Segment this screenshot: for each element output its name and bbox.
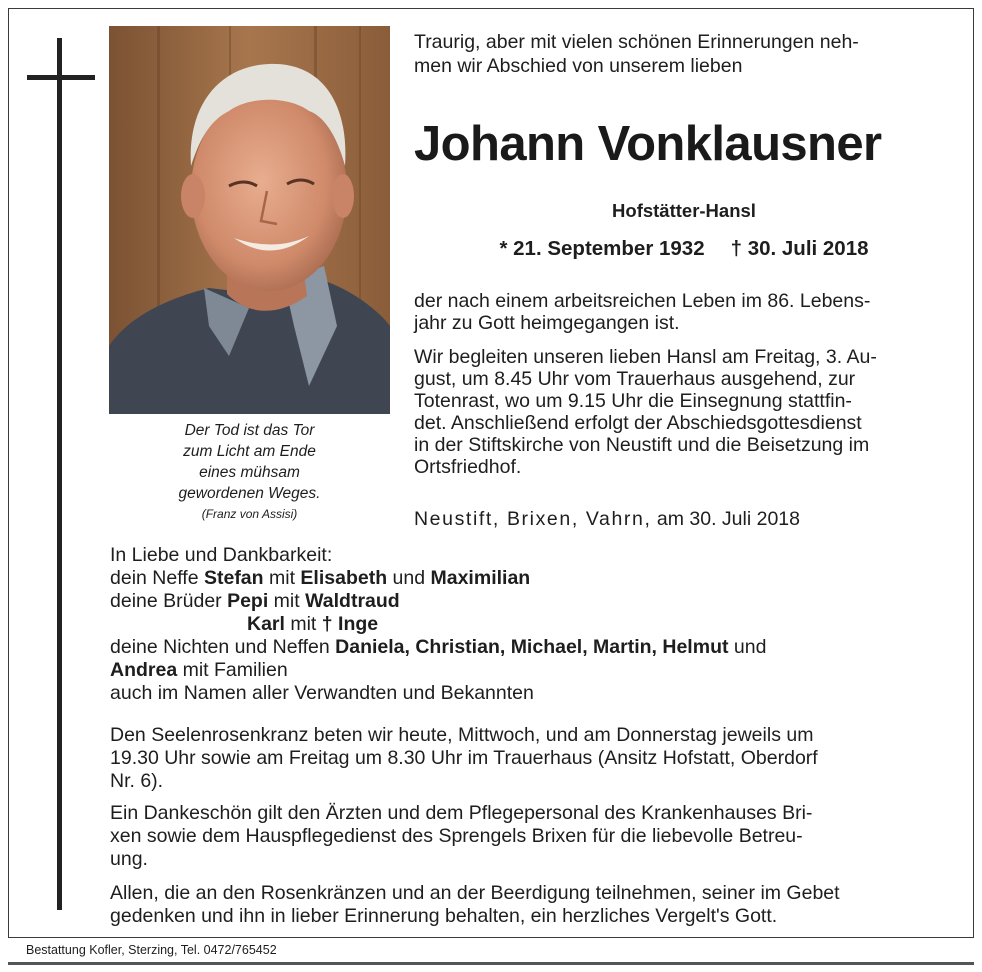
rosary-line: Nr. 6). bbox=[110, 770, 164, 792]
person-name: Elisabeth bbox=[300, 567, 388, 589]
intro-line: men wir Abschied von unserem lieben bbox=[414, 55, 743, 77]
intro-text bbox=[414, 30, 949, 78]
text: mit bbox=[268, 590, 306, 612]
intro-line: Traurig, aber mit vielen schönen Erinnerungen neh- bbox=[414, 31, 859, 53]
mourners-line bbox=[110, 590, 950, 613]
funeral-home-footer: Bestattung Kofler, Sterzing, Tel. 0472/765452 bbox=[26, 943, 277, 957]
cross-icon-horizontal bbox=[27, 75, 95, 80]
person-name: Stefan bbox=[203, 567, 264, 589]
deceased-name: Johann Vonklausner bbox=[414, 117, 882, 171]
passing-text bbox=[414, 290, 949, 334]
text: dein Neffe bbox=[110, 567, 204, 589]
person-name: Pepi bbox=[227, 590, 269, 612]
nickname: Hofstätter-Hansl bbox=[612, 200, 756, 221]
text: mit bbox=[263, 567, 301, 589]
person-name: Karl bbox=[247, 613, 285, 635]
closing-line: gedenken und ihn in lieber Erinnerung behalten, ein herzliches Vergelt's Gott. bbox=[110, 905, 778, 927]
mourners-block bbox=[110, 544, 950, 705]
funeral-line: in der Stiftskirche von Neustift und die Beisetzung im bbox=[414, 434, 870, 456]
mourners-line bbox=[110, 613, 950, 636]
thanks-line: ung. bbox=[110, 848, 148, 870]
notice-date: am 30. Juli 2018 bbox=[656, 508, 800, 530]
passing-line: der nach einem arbeitsreichen Leben im 86. Lebens- bbox=[414, 290, 871, 312]
mourners-line bbox=[110, 636, 950, 659]
person-name: Waldtraud bbox=[305, 590, 400, 612]
text: deine Nichten und Neffen bbox=[110, 636, 336, 658]
cross-icon-vertical bbox=[57, 38, 62, 910]
mourners-line bbox=[110, 659, 950, 682]
text: mit Familien bbox=[177, 659, 288, 681]
funeral-line: Totenrast, wo um 9.15 Uhr die Einsegnung stattfin- bbox=[414, 390, 852, 412]
text: mit bbox=[284, 613, 322, 635]
quote-line: gewordenen Weges. bbox=[178, 485, 321, 502]
thanks-text bbox=[110, 802, 950, 871]
quote-line: eines mühsam bbox=[199, 464, 300, 481]
mourners-heading: In Liebe und Dankbarkeit: bbox=[110, 544, 333, 566]
funeral-text bbox=[414, 346, 949, 478]
rosary-text bbox=[110, 724, 950, 793]
places: Neustift, Brixen, Vahrn, bbox=[414, 508, 652, 530]
person-name: Daniela, Christian, Michael, Martin, Helmut bbox=[335, 636, 729, 658]
person-name: † Inge bbox=[321, 613, 379, 635]
life-dates bbox=[414, 236, 954, 262]
quote-block bbox=[109, 420, 390, 523]
text: deine Brüder bbox=[110, 590, 228, 612]
place-and-date bbox=[414, 507, 949, 531]
quote-line: zum Licht am Ende bbox=[183, 443, 316, 460]
bottom-rule bbox=[8, 962, 974, 965]
funeral-line: gust, um 8.45 Uhr vom Trauerhaus ausgehend, zur bbox=[414, 368, 856, 390]
funeral-line: Wir begleiten unseren lieben Hansl am Freitag, 3. Au- bbox=[414, 346, 877, 368]
closing-text bbox=[110, 882, 950, 928]
quote-source: (Franz von Assisi) bbox=[201, 507, 298, 521]
text: und bbox=[387, 567, 431, 589]
passing-line: jahr zu Gott heimgegangen ist. bbox=[414, 312, 680, 334]
text: und bbox=[728, 636, 767, 658]
thanks-line: Ein Dankeschön gilt den Ärzten und dem Pflegepersonal des Krankenhauses Bri- bbox=[110, 802, 813, 824]
thanks-line: xen sowie dem Hauspflegedienst des Sprengels Brixen für die liebevolle Betreu- bbox=[110, 825, 803, 847]
portrait-photo bbox=[109, 26, 390, 414]
closing-line: Allen, die an den Rosenkränzen und an der Beerdigung teilnehmen, seiner im Gebet bbox=[110, 882, 840, 904]
funeral-line: det. Anschließend erfolgt der Abschiedsgottesdienst bbox=[414, 412, 862, 434]
funeral-line: Ortsfriedhof. bbox=[414, 456, 522, 478]
person-name: Maximilian bbox=[430, 567, 531, 589]
mourners-line: auch im Namen aller Verwandten und Bekannten bbox=[110, 682, 534, 704]
person-name: Andrea bbox=[110, 659, 178, 681]
quote-line: Der Tod ist das Tor bbox=[184, 422, 315, 439]
birth-date: * 21. September 1932 bbox=[499, 237, 705, 260]
rosary-line: 19.30 Uhr sowie am Freitag um 8.30 Uhr im Trauerhaus (Ansitz Hofstatt, Oberdorf bbox=[110, 747, 818, 769]
mourners-line bbox=[110, 567, 950, 590]
rosary-line: Den Seelenrosenkranz beten wir heute, Mittwoch, und am Donnerstag jeweils um bbox=[110, 724, 814, 746]
death-date: † 30. Juli 2018 bbox=[730, 237, 869, 260]
